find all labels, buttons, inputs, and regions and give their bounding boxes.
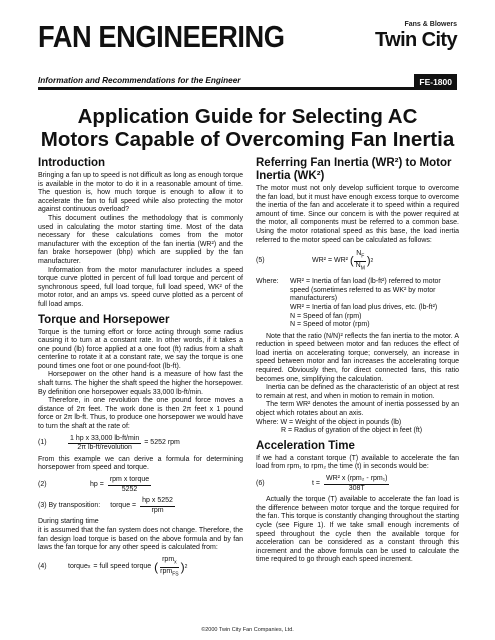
- where-weight: Where: W = Weight of the object in pounds (lb): [256, 418, 402, 426]
- footer-copyright: ©2000 Twin City Fan Companies, Ltd.: [201, 627, 294, 633]
- paragraph: During starting time: [38, 518, 99, 526]
- header-tagline: Information and Recommendations for the Engineer: [38, 76, 241, 85]
- paragraph: Actually the torque (T) available to accelerate the fan load is the difference between motor torque and the torque required for the fan. This torque is constantly changing throughout the starting cycle (see Figure 1). If we take small enough increments of speed throughout the cycle then the available torque for acceleration can be considered as a constant through this increment and the above formula can be used to calculate the time required to go through each speed increment.: [256, 496, 459, 564]
- equation-3: (3) By transposition: torque = $\frac{\text{hp x 5252}}{\text{rpm}}$: [38, 497, 173, 514]
- where-definition: N = Speed of motor (rpm): [290, 321, 370, 329]
- heading-referring-inertia: Referring Fan Inertia (WR²) to Motor Inertia (WK²): [256, 157, 452, 182]
- equation-6: (6) t = $\frac{\text{WR² x (rpm₂ - rpm₁)}}{308T}$: [256, 475, 388, 492]
- paragraph: The term WR² denotes the amount of inertia possessed by an object which rotates about an axis.: [256, 401, 459, 418]
- paragraph: If we had a constant torque (T) available to accelerate the fan load from rpm₁ to rpm₂ the time (t) in seconds would be:: [256, 454, 459, 471]
- heading-torque: Torque and Horsepower: [38, 313, 170, 326]
- paragraph: The motor must not only develop sufficient torque to overcome the fan load, but it must have enough excess torque to overcome the inertia of the fan and accelerate it to speed within a required amount of time. Since our concern is with the power required at the motor, all components must be referred to a common base. Using the motor rotational speed as this base, the load inertia referred to the motor speed can be calculated as follows:: [256, 185, 459, 244]
- title-line-2: Motors Capable of Overcoming Fan Inertia: [40, 128, 455, 151]
- where-definition: Where: WR² = Inertia of fan load (lb-ft²) referred to motor speed (sometimes referred to as WK² by motor manufacturers): [256, 278, 441, 303]
- where-radius: R = Radius of gyration of the object in feet (ft): [281, 427, 423, 435]
- heading-acceleration-time: Acceleration Time: [256, 439, 355, 452]
- left-column: [38, 157, 243, 582]
- doc-code: FE-1800: [414, 74, 457, 90]
- equation-2: (2) hp = $\frac{\text{rpm x torque}}{5252}$: [38, 476, 150, 493]
- equation-5: (5) WR² = WR² ( $\frac{N_F}{N_M}$ ) 2: [256, 250, 374, 272]
- company-logo: Twin City: [374, 29, 457, 51]
- paragraph: From this example we can derive a formula for determining horsepower from speed and torque.: [38, 455, 243, 472]
- document-title: [30, 105, 465, 151]
- paragraph: Horsepower on the other hand is a measure of how fast the shaft turns. The higher the shaft speed the higher the horsepower. By definition one horsepower equals 33,000 lb-ft/min.: [38, 371, 243, 396]
- equation-1: (1) $\frac{\text{1 hp x 33,000 lb-ft/min}}{\text{2π lb-ft/revolution}}$ = 5252 rpm: [38, 434, 180, 452]
- where-definition: N = Speed of fan (rpm): [290, 312, 362, 320]
- brand-title: FAN ENGINEERING: [38, 19, 285, 54]
- header-divider: [38, 87, 457, 90]
- equation-4: (4) torque x = full speed torque ( $\frac{rpm_x}{rpm_{FS}}$ ) 2: [38, 555, 188, 578]
- paragraph: Note that the ratio (N/N)² reflects the fan inertia to the motor. A reduction in speed between motor and fan reduces the effect of load inertia on accelerating torque; conversely, an increase in speed between motor and fan increases the accelerating torque required. Obviously then, for direct connected fans, this ratio becomes one, simplifying the calculation.: [256, 332, 459, 383]
- heading-introduction: Introduction: [38, 157, 106, 169]
- paragraph: Torque is the turning effort or force acting through some radius causing it to turn at a constant rate. In other words, if it takes a one pound (lb) force applied at a one foot (ft) radius from a shaft centerline to rotate it at a constant rate, we say the torque is one pound times one foot or one pound-foot (lb-ft).: [38, 328, 243, 370]
- paragraph: Information from the motor manufacturer includes a speed torque curve plotted in percent of full load torque and percent of synchronous speed, full load torque, full load speed, WK² of the motor rotor, and an amps vs. speed curve plotted as a percent of full load amps.: [38, 266, 243, 308]
- where-definition: WR² = Inertia of fan load plus drives, etc. (lb-ft²): [290, 303, 438, 311]
- paragraph: Therefore, in one revolution the one pound force moves a distance of 2π feet. The work done is then 2π feet x 1 pound force or 2π lb-ft. Thus, to produce one horsepower we would have to turn the shaft at the rate of:: [38, 397, 243, 431]
- paragraph: Inertia can be defined as the characteristic of an object at rest to remain at rest, and when in motion to remain in motion.: [256, 384, 459, 400]
- title-line-1: Application Guide for Selecting AC: [77, 105, 418, 128]
- paragraph: it is assumed that the fan system does not change. Therefore, the fan design load torque is based on the above formula and by fan laws the fan torque for any other speed is calculated from:: [38, 526, 243, 552]
- right-column: [256, 157, 459, 565]
- paragraph: Bringing a fan up to speed is not difficult as long as enough torque is available in the motor to do it in a reasonable amount of time. The question is, how much torque is enough to allow it to accelerate the fan to full speed while also protecting the motor against continuous overload?: [38, 172, 243, 214]
- logo-tagline: Fans & Blowers: [404, 21, 457, 28]
- paragraph: This document outlines the methodology that is commonly used in calculating the motor starting time. Most of the data necessary for these calculations comes from the motor manufacturer with the exception of the fan inertia (WR²) and the fan brake horsepower (bhp) which are supplied by the fan manufacturer.: [38, 214, 243, 265]
